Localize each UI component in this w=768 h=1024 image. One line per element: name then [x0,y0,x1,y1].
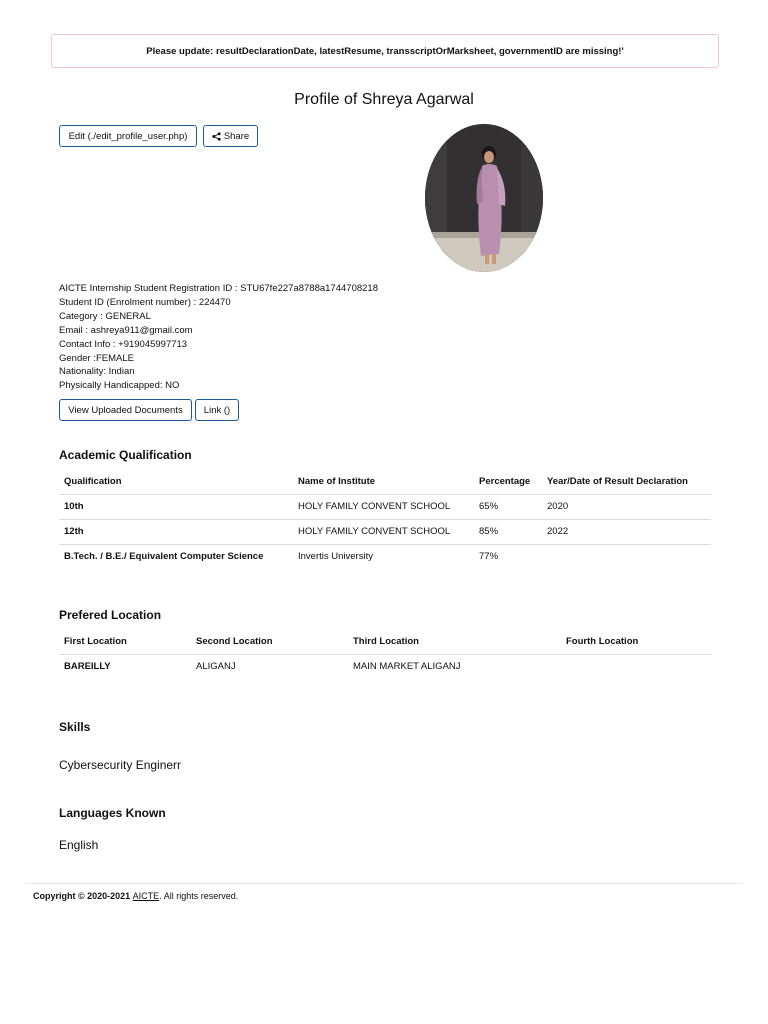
link-button[interactable] [195,399,239,421]
nationality: Nationality: Indian [59,366,135,378]
languages-value: English [59,838,99,852]
skills-value: Cybersecurity Enginerr [59,758,182,772]
footer-rights: . All rights reserved. [159,891,239,901]
table-cell: 65% [474,494,542,519]
edit-profile-button[interactable] [59,125,197,147]
table-row [59,519,711,544]
view-documents-button-label: View Uploaded Documents [68,404,183,416]
table-header-row [59,469,711,494]
share-icon [212,132,221,141]
profile-photo [425,124,543,272]
table-cell: 2020 [542,494,711,519]
table-row [59,544,711,569]
languages-section-title: Languages Known [59,806,166,820]
table-header-row [59,629,711,654]
table-cell: 12th [59,519,293,544]
table-row [59,494,711,519]
gender: Gender :FEMALE [59,352,134,364]
contact-info: Contact Info : +919045997713 [59,338,188,350]
table-cell: 2022 [542,519,711,544]
category: Category : GENERAL [59,310,151,322]
table-cell: BAREILLY [64,661,111,673]
table-cell: 10th [59,494,293,519]
edit-profile-button-label: Edit (./edit_profile_user.php) [68,130,188,142]
table-cell: 85% [474,519,542,544]
skills-section-title: Skills [59,720,91,734]
missing-fields-alert [51,34,719,68]
table-header: Year/Date of Result Declaration [542,469,711,494]
footer [33,891,238,901]
table-header: Second Location [191,629,348,654]
profile-photo-illustration [425,124,543,272]
footer-copyright: Copyright © 2020-2021 [33,891,133,901]
academic-section-title: Academic Qualification [59,448,192,462]
table-cell: MAIN MARKET ALIGANJ [353,661,461,673]
table-header: Qualification [59,469,293,494]
location-table [59,629,711,679]
table-cell: B.Tech. / B.E./ Equivalent Computer Science [64,551,264,563]
view-documents-button[interactable] [59,399,192,421]
table-header: Third Location [348,629,561,654]
table-header: Percentage [474,469,542,494]
alert-text: Please update: resultDeclarationDate, latestResume, transscriptOrMarksheet, governmentID are missing!' [146,45,624,57]
page-title: Profile of Shreya Agarwal [294,91,474,108]
share-button[interactable] [203,125,258,147]
table-cell: HOLY FAMILY CONVENT SCHOOL [293,519,474,544]
table-header: First Location [59,629,191,654]
physically-handicapped: Physically Handicapped: NO [59,380,180,392]
footer-aicte-link[interactable]: AICTE [132,891,160,901]
table-row [59,654,711,679]
footer-divider [25,883,743,884]
table-header: Fourth Location [561,629,711,654]
table-cell [542,544,711,569]
table-cell: 77% [479,551,499,563]
table-cell: Invertis University [298,551,373,563]
academic-table [59,469,711,569]
student-id: Student ID (Enrolment number) : 224470 [59,296,231,308]
email: Email : ashreya911@gmail.com [59,324,193,336]
location-section-title: Prefered Location [59,608,162,622]
table-cell: HOLY FAMILY CONVENT SCHOOL [293,494,474,519]
link-button-label: Link () [203,404,231,416]
table-cell [561,654,711,679]
table-cell: ALIGANJ [196,661,236,673]
student-info-list [59,282,378,393]
share-button-label: Share [223,130,250,142]
registration-id: AICTE Internship Student Registration ID : STU67fe227a8788a1744708218 [59,283,378,294]
table-header: Name of Institute [293,469,474,494]
